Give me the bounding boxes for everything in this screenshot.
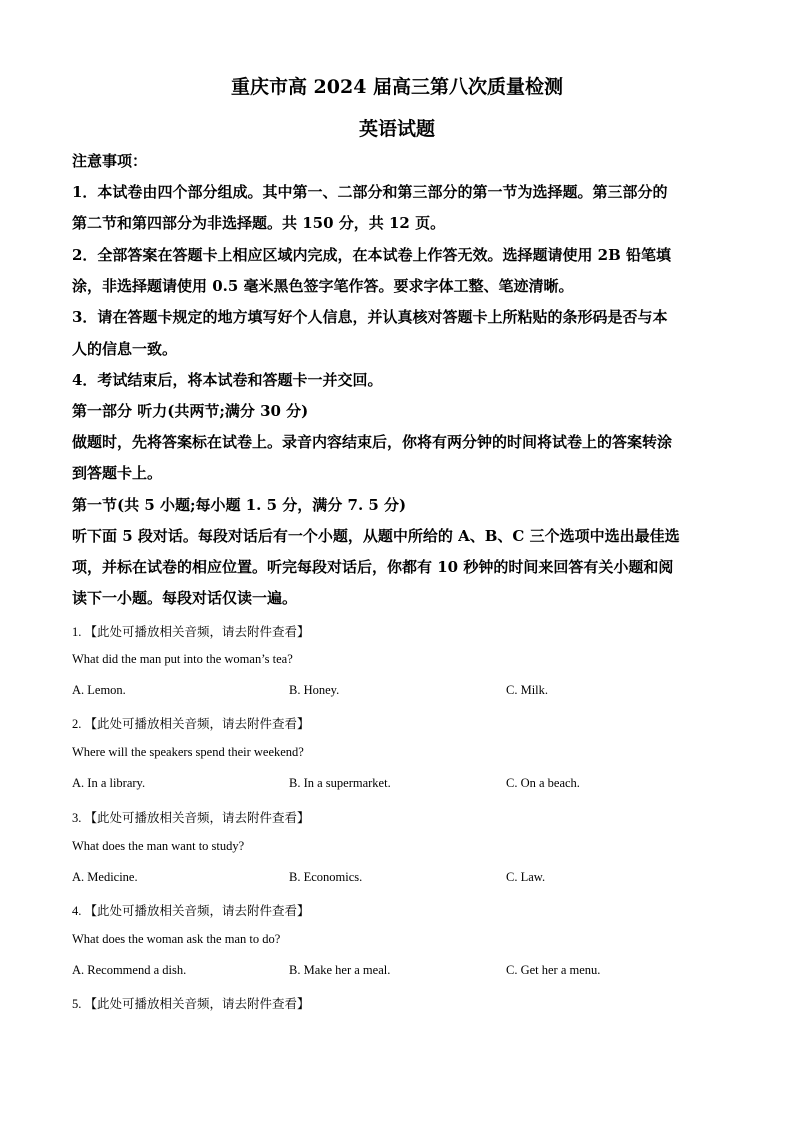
question-number: 1. (72, 625, 82, 639)
audio-note[interactable]: 【此处可播放相关音频，请去附件查看】 (84, 624, 310, 639)
question-3-audio (72, 808, 310, 826)
part1-heading: 第一部分 听力(共两节;满分 30 分) (72, 402, 309, 420)
question-5-audio (72, 994, 310, 1012)
question-2-option-c: C. On a beach. (506, 776, 580, 790)
question-1-audio (72, 622, 310, 640)
exam-title: 重庆市高 2024 届高三第八次质量检测 (230, 76, 564, 98)
notice-heading: 注意事项： (72, 152, 148, 170)
question-3-text: What does the man want to study? (72, 839, 245, 853)
question-2-option-b: B. In a supermarket. (289, 776, 391, 790)
audio-note[interactable]: 【此处可播放相关音频，请去附件查看】 (84, 810, 310, 825)
section1-instruction: 项，并标在试卷的相应位置。听完每段对话后，你都有 10 秒钟的时间来回答有关小题和阅 (72, 558, 674, 576)
audio-note[interactable]: 【此处可播放相关音频，请去附件查看】 (84, 716, 310, 731)
part1-instruction: 到答题卡上。 (72, 464, 163, 482)
exam-subtitle: 英语试题 (358, 118, 435, 140)
section1-instruction: 听下面 5 段对话。每段对话后有一个小题，从题中所给的 A、B、C 三个选项中选出最佳选 (72, 527, 680, 545)
question-4-option-c: C. Get her a menu. (506, 963, 601, 977)
notice-line: 3．请在答题卡规定的地方填写好个人信息，并认真核对答题卡上所粘贴的条形码是否与本 (72, 308, 668, 326)
question-1-option-a: A. Lemon. (72, 683, 126, 697)
notice-line: 人的信息一致。 (72, 340, 178, 358)
part1-instruction: 做题时，先将答案标在试卷上。录音内容结束后，你将有两分钟的时间将试卷上的答案转涂 (72, 433, 673, 451)
notice-line: 涂，非选择题请使用 0.5 毫米黑色签字笔作答。要求字体工整、笔迹清晰。 (72, 277, 574, 295)
question-2-option-a: A. In a library. (72, 776, 146, 790)
question-3-option-a: A. Medicine. (72, 870, 138, 884)
question-2-audio (72, 714, 310, 732)
section1-heading: 第一节(共 5 小题;每小题 1. 5 分，满分 7. 5 分) (72, 496, 407, 514)
question-number: 3. (72, 811, 82, 825)
question-4-option-a: A. Recommend a dish. (72, 963, 187, 977)
question-1-option-c: C. Milk. (506, 683, 549, 697)
question-1-text: What did the man put into the woman’s tea? (72, 652, 293, 666)
question-3-option-b: B. Economics. (289, 870, 363, 884)
audio-note[interactable]: 【此处可播放相关音频，请去附件查看】 (84, 903, 310, 918)
question-1-option-b: B. Honey. (289, 683, 340, 697)
question-4-audio (72, 901, 310, 919)
notice-line: 第二节和第四部分为非选择题。共 150 分，共 12 页。 (72, 214, 446, 232)
question-number: 5. (72, 997, 82, 1011)
question-number: 2. (72, 717, 82, 731)
question-2-text: Where will the speakers spend their weekend? (72, 745, 304, 759)
notice-line: 1．本试卷由四个部分组成。其中第一、二部分和第三部分的第一节为选择题。第三部分的 (72, 183, 668, 201)
notice-line: 4．考试结束后，将本试卷和答题卡一并交回。 (72, 371, 383, 389)
question-4-text: What does the woman ask the man to do? (72, 932, 281, 946)
notice-line: 2．全部答案在答题卡上相应区域内完成，在本试卷上作答无效。选择题请使用 2B 铅笔填 (72, 246, 672, 264)
question-number: 4. (72, 904, 82, 918)
section1-instruction: 读下一小题。每段对话仅读一遍。 (72, 589, 298, 607)
audio-note[interactable]: 【此处可播放相关音频，请去附件查看】 (84, 996, 310, 1011)
question-4-option-b: B. Make her a meal. (289, 963, 391, 977)
question-3-option-c: C. Law. (506, 870, 546, 884)
